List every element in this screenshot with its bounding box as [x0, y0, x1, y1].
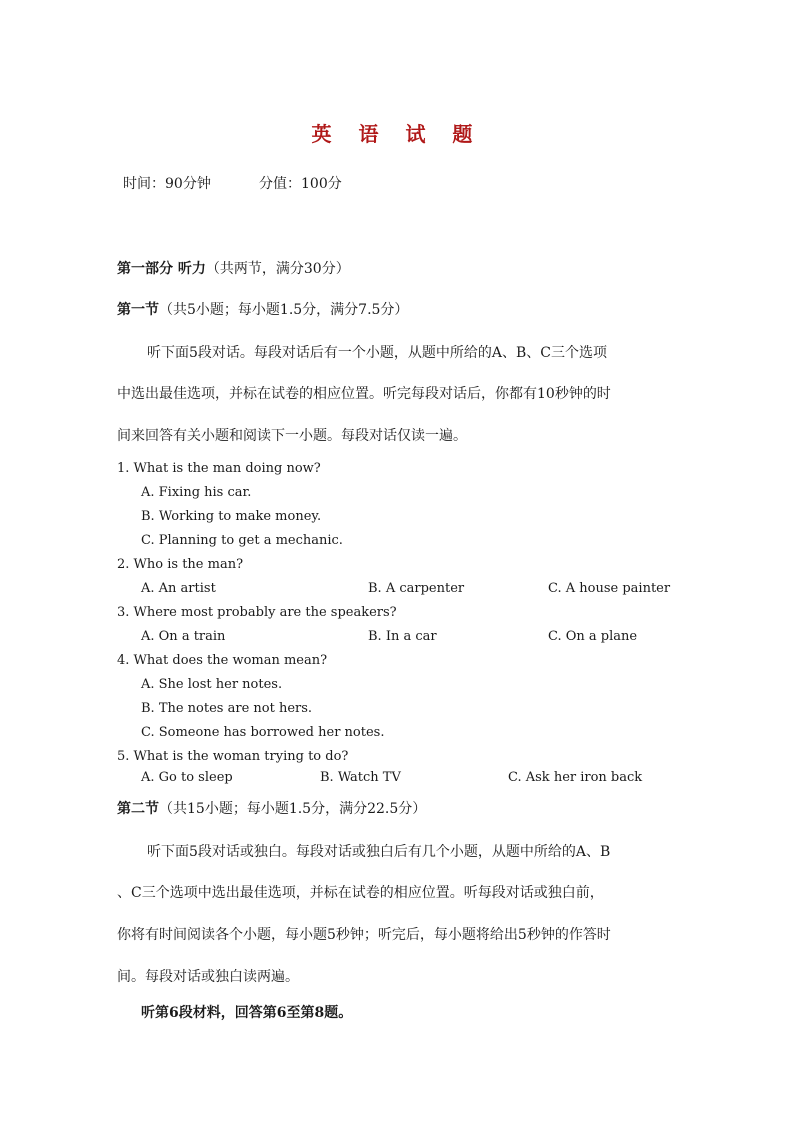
exam-time: 时间：90分钟: [123, 176, 211, 192]
question-1-stem: 1. What is the man doing now?: [117, 461, 321, 476]
question-2-option-c: C. A house painter: [548, 581, 671, 596]
section2-heading: [117, 798, 426, 818]
section2-heading-bold: 第二节: [117, 801, 159, 817]
page-title: 英 语 试 题: [311, 122, 483, 146]
section2-heading-rest: （共15小题；每小题1.5分，满分22.5分）: [159, 801, 427, 817]
section1-instruction-line: 听下面5段对话。每段对话后有一个小题，从题中所给的A、B、C三个选项: [147, 345, 608, 361]
section2-instruction-line: 、C三个选项中选出最佳选项，并标在试卷的相应位置。听每段对话或独白前，: [117, 885, 604, 901]
exam-score: 分值：100分: [259, 176, 342, 192]
part1-heading: [117, 258, 350, 278]
part1-heading-bold: 第一部分 听力: [117, 261, 206, 277]
section1-instruction-line: 间来回答有关小题和阅读下一小题。每段对话仅读一遍。: [117, 428, 467, 444]
question-3-option-c: C. On a plane: [548, 629, 638, 644]
question-4-stem: 4. What does the woman mean?: [117, 653, 328, 668]
question-2-option-b: B. A carpenter: [368, 581, 465, 596]
question-4-option-c: C. Someone has borrowed her notes.: [141, 725, 385, 740]
question-5-option-b: B. Watch TV: [320, 770, 401, 785]
section1-instruction-line: 中选出最佳选项，并标在试卷的相应位置。听完每段对话后，你都有10秒钟的时: [117, 386, 611, 402]
question-3-option-b: B. In a car: [368, 629, 437, 644]
question-3-option-a: A. On a train: [141, 629, 226, 644]
question-4-option-b: B. The notes are not hers.: [141, 701, 313, 716]
section2-instruction-line: 你将有时间阅读各个小题，每小题5秒钟；听完后，每小题将给出5秒钟的作答时: [117, 927, 611, 943]
section2-instruction-line: 听下面5段对话或独白。每段对话或独白后有几个小题，从题中所给的A、B: [147, 844, 611, 860]
question-5-option-c: C. Ask her iron back: [508, 770, 643, 785]
question-2-stem: 2. Who is the man?: [117, 557, 244, 572]
material-6-heading: 听第6段材料，回答第6至第8题。: [141, 1005, 353, 1021]
part1-heading-rest: （共两节，满分30分）: [205, 261, 350, 277]
section1-heading: [117, 299, 408, 319]
question-1-option-c: C. Planning to get a mechanic.: [141, 533, 343, 548]
section1-heading-rest: （共5小题；每小题1.5分，满分7.5分）: [159, 302, 409, 318]
question-1-option-a: A. Fixing his car.: [141, 485, 252, 500]
section2-instruction-line: 间。每段对话或独白读两遍。: [117, 969, 299, 985]
question-3-stem: 3. Where most probably are the speakers?: [117, 605, 397, 620]
question-1-option-b: B. Working to make money.: [141, 509, 322, 524]
question-5-option-a: A. Go to sleep: [141, 770, 233, 785]
question-4-option-a: A. She lost her notes.: [141, 677, 283, 692]
question-2-option-a: A. An artist: [141, 581, 216, 596]
section1-heading-bold: 第一节: [117, 302, 159, 318]
question-5-stem: 5. What is the woman trying to do?: [117, 749, 349, 764]
